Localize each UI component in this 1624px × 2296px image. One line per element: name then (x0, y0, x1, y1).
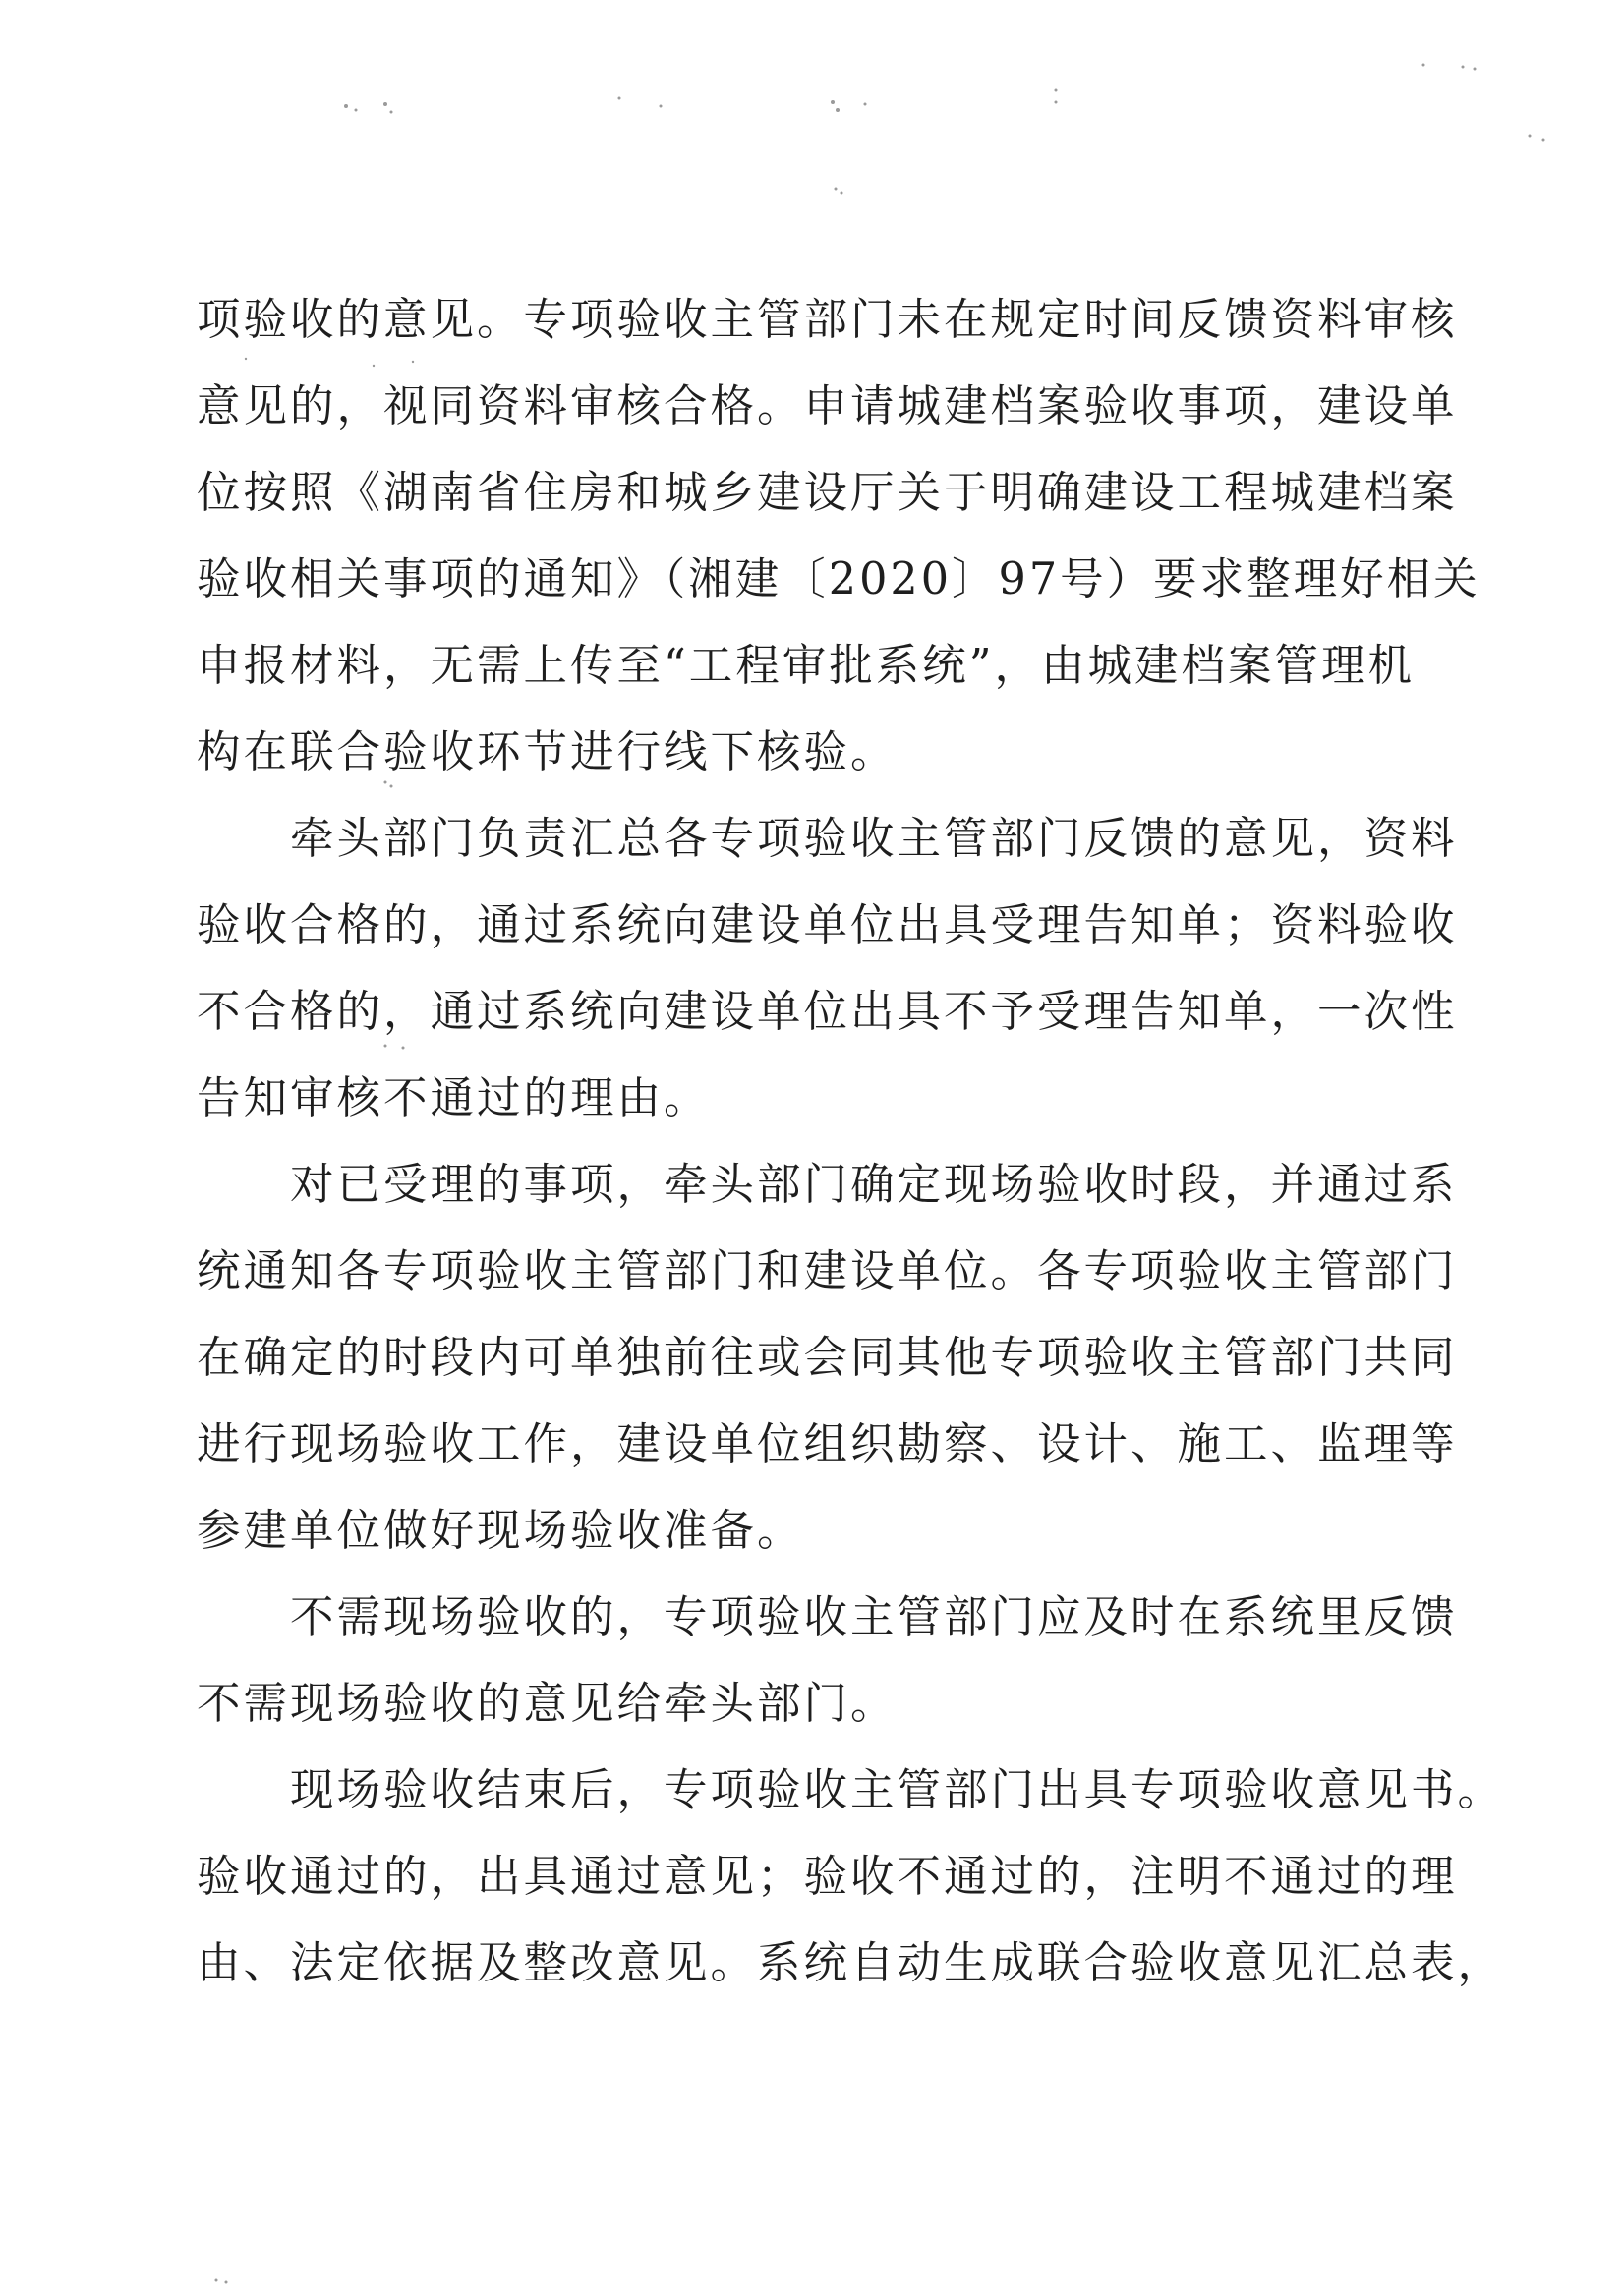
paragraph (197, 1142, 1458, 1575)
paragraph-line: 由、法定依据及整改意见。系统自动生成联合验收意见汇总表， (197, 1938, 1505, 1988)
paragraph-line: 统通知各专项验收主管部门和建设单位。各专项验收主管部门 (197, 1246, 1458, 1296)
paragraph-line: 位按照《湖南省住房和城乡建设厅关于明确建设工程城建档案 (197, 468, 1458, 518)
paragraph-line: 不需现场验收的意见给牵头部门。 (197, 1679, 898, 1729)
paragraph-line: 意见的，视同资料审核合格。申请城建档案验收事项，建设单 (197, 381, 1458, 431)
document-body (197, 277, 1505, 2007)
paragraph-line: 申报材料，无需上传至“工程审批系统”，由城建档案管理机 (197, 641, 1416, 691)
paragraph-line: 验收合格的，通过系统向建设单位出具受理告知单；资料验收 (197, 900, 1458, 950)
paragraph (197, 796, 1458, 1142)
paragraph (197, 277, 1480, 796)
paragraph-line: 在确定的时段内可单独前往或会同其他专项验收主管部门共同 (197, 1333, 1458, 1383)
paragraph-line: 参建单位做好现场验收准备。 (197, 1506, 804, 1556)
paragraph-line: 进行现场验收工作，建设单位组织勘察、设计、施工、监理等 (197, 1419, 1458, 1469)
paragraph-line: 构在联合验收环节进行线下核验。 (197, 727, 898, 777)
paragraph-line: 验收相关事项的通知》（湘建〔2020〕97号）要求整理好相关 (197, 554, 1480, 604)
paragraph (197, 1575, 1458, 1748)
paragraph-line: 现场验收结束后，专项验收主管部门出具专项验收意见书。 (290, 1765, 1505, 1815)
paragraph-line: 牵头部门负责汇总各专项验收主管部门反馈的意见，资料 (290, 814, 1458, 864)
paragraph-line: 告知审核不通过的理由。 (197, 1073, 711, 1123)
paragraph-line: 验收通过的，出具通过意见；验收不通过的，注明不通过的理 (197, 1852, 1458, 1902)
paragraph (197, 1748, 1505, 2007)
paragraph-line: 对已受理的事项，牵头部门确定现场验收时段，并通过系 (290, 1160, 1458, 1210)
paragraph-line: 不合格的，通过系统向建设单位出具不予受理告知单，一次性 (197, 987, 1458, 1037)
paragraph-line: 不需现场验收的，专项验收主管部门应及时在系统里反馈 (290, 1592, 1458, 1642)
paragraph-line: 项验收的意见。专项验收主管部门未在规定时间反馈资料审核 (197, 295, 1458, 345)
